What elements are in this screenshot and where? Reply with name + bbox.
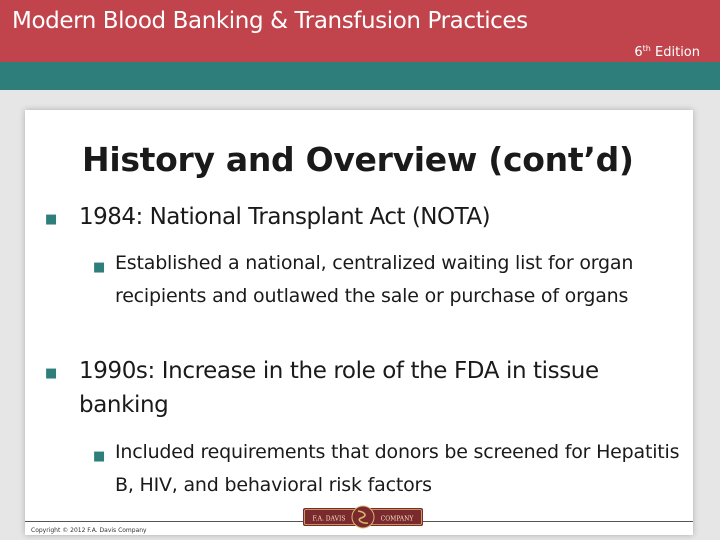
bullet-level1 [45,354,685,422]
accent-bar [0,62,720,90]
logo-right-text: COMPANY [380,515,414,523]
edition-word: Edition [655,45,700,60]
edition-suffix: th [642,44,651,53]
copyright-text: Copyright © 2012 F.A. Davis Company [31,527,147,534]
bullet-level2 [93,436,688,502]
fa-davis-logo [303,505,423,529]
bullet-level1 [45,202,685,232]
square-bullet-icon: ■ [45,366,57,381]
edition-label [634,44,700,60]
edition-number: 6 [634,45,643,60]
book-title: Modern Blood Banking & Transfusion Practices [12,8,528,34]
bullet-text: Included requirements that donors be screened for Hepatitis B, HIV, and behavioral risk factors [115,441,680,496]
slide-title: History and Overview (cont’d) [82,140,634,179]
square-bullet-icon: ■ [93,449,106,464]
square-bullet-icon: ■ [45,212,57,227]
header-bar [0,0,720,62]
bullet-text: 1990s: Increase in the role of the FDA in tissue banking [79,358,599,418]
bullet-text: 1984: National Transplant Act (NOTA) [79,204,491,230]
square-bullet-icon: ■ [93,260,106,275]
bullet-text: Established a national, centralized waiting list for organ recipients and outlawed the sale or purchase of organs [115,252,634,307]
slide-content [25,110,693,535]
logo-left-text: F.A. DAVIS [312,515,346,523]
bullet-level2 [93,247,688,313]
